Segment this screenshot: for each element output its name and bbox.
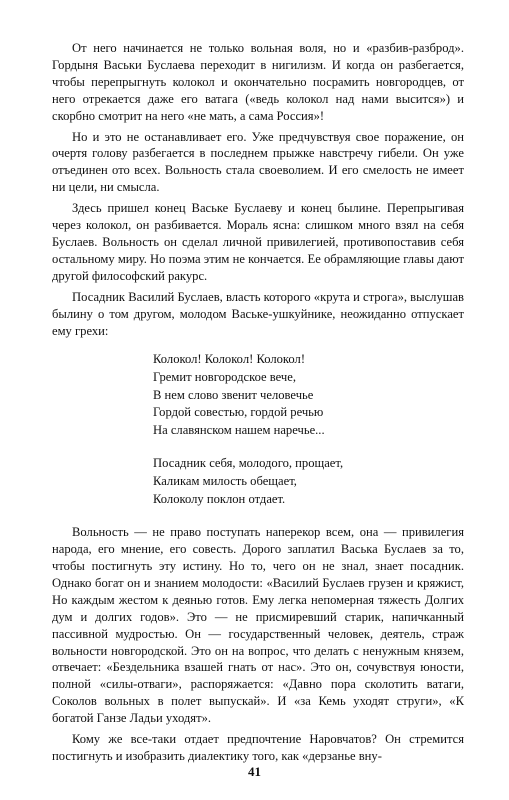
paragraph-3: Здесь пришел конец Ваське Буслаеву и конец былине. Перепрыгивая через колокол, он разбивается. Мораль ясна: слишком много взял на себя Буслаев. Вольность он сделал личной привилегией, противопоставив себя остальному миру. Но поэма этим не кончается. Ее обрамляющие главы дают другой философский ракурс. xyxy=(52,201,464,283)
poem-line: Гордой совестью, гордой речью xyxy=(153,405,324,420)
book-page xyxy=(52,40,464,769)
paragraph-5: Вольность — не право поступать наперекор всем, она — привилегия народа, его мнение, его совесть. Дорого заплатил Васька Буслаев за то, чтобы постигнуть эту истину. Но то, чего он не знал, знает посадник. Однако богат он и знанием молодости: «Василий Буслаев грузен и кряжист, Но каждым жестом к деянью готов. Ему легка непомерная тяжесть Долгих дум и долгих годов». Это — не присмиревший старик, напичканный пассивной мудростью. Он — государственный человек, деятель, страж вольности новгородской. Это он на вопрос, что делать с ненужным князем, отвечает: «Бездельника взашей гнать от нас». Это он, сочувствуя юности, полной «силы-отваги», распоряжается: «Давно пора сколотить ватаги, Соколов вольных в полет выпускай». И «за Кемь уходят струги», «К богатой Ганзе Ладьи уходят». xyxy=(52,525,464,726)
paragraph-2: Но и это не останавливает его. Уже предчувствуя свое поражение, он очертя голову разбегается в последнем прыжке навстречу гибели. Он уже отъединен ото всех. Вольность стала своеволием. И его смелость не имеет ни цели, ни смысла. xyxy=(52,129,464,195)
poem-line: В нем слово звенит человечье xyxy=(153,387,314,402)
poem-quote xyxy=(153,351,464,508)
poem-stanza-1 xyxy=(153,351,464,439)
poem-line: Колоколу поклон отдает. xyxy=(153,491,286,506)
paragraph-1: От него начинается не только вольная воля, но и «разбив-разброд». Гордыня Васьки Буслаева переходит в нигилизм. И когда он разбегается, чтобы перепрыгнуть колокол и окончательно посрамить новгородцев, от него отрекается даже его ватага («ведь колокол над нами высится») и скорбно смотрит на него «не мать, а сама Россия»! xyxy=(52,41,464,123)
poem-line: На славянском нашем наречье... xyxy=(153,422,325,437)
poem-line: Гремит новгородское вече, xyxy=(153,370,296,384)
paragraph-4: Посадник Василий Буслаев, власть которого «крута и строга», выслушав былину о том другом, молодом Ваське-ушкуйнике, неожиданно отпускает ему грехи: xyxy=(52,289,464,338)
page-number: 41 xyxy=(248,764,261,779)
poem-line: Каликам милость обещает, xyxy=(153,473,297,488)
poem-stanza-2 xyxy=(153,455,464,508)
poem-line: Колокол! Колокол! Колокол! xyxy=(153,352,306,367)
paragraph-6: Кому же все-таки отдает предпочтение Наровчатов? Он стремится постигнуть и изобразить диалектику того, как «дерзанье вну- xyxy=(52,732,464,763)
poem-line: Посадник себя, молодого, прощает, xyxy=(153,456,344,471)
